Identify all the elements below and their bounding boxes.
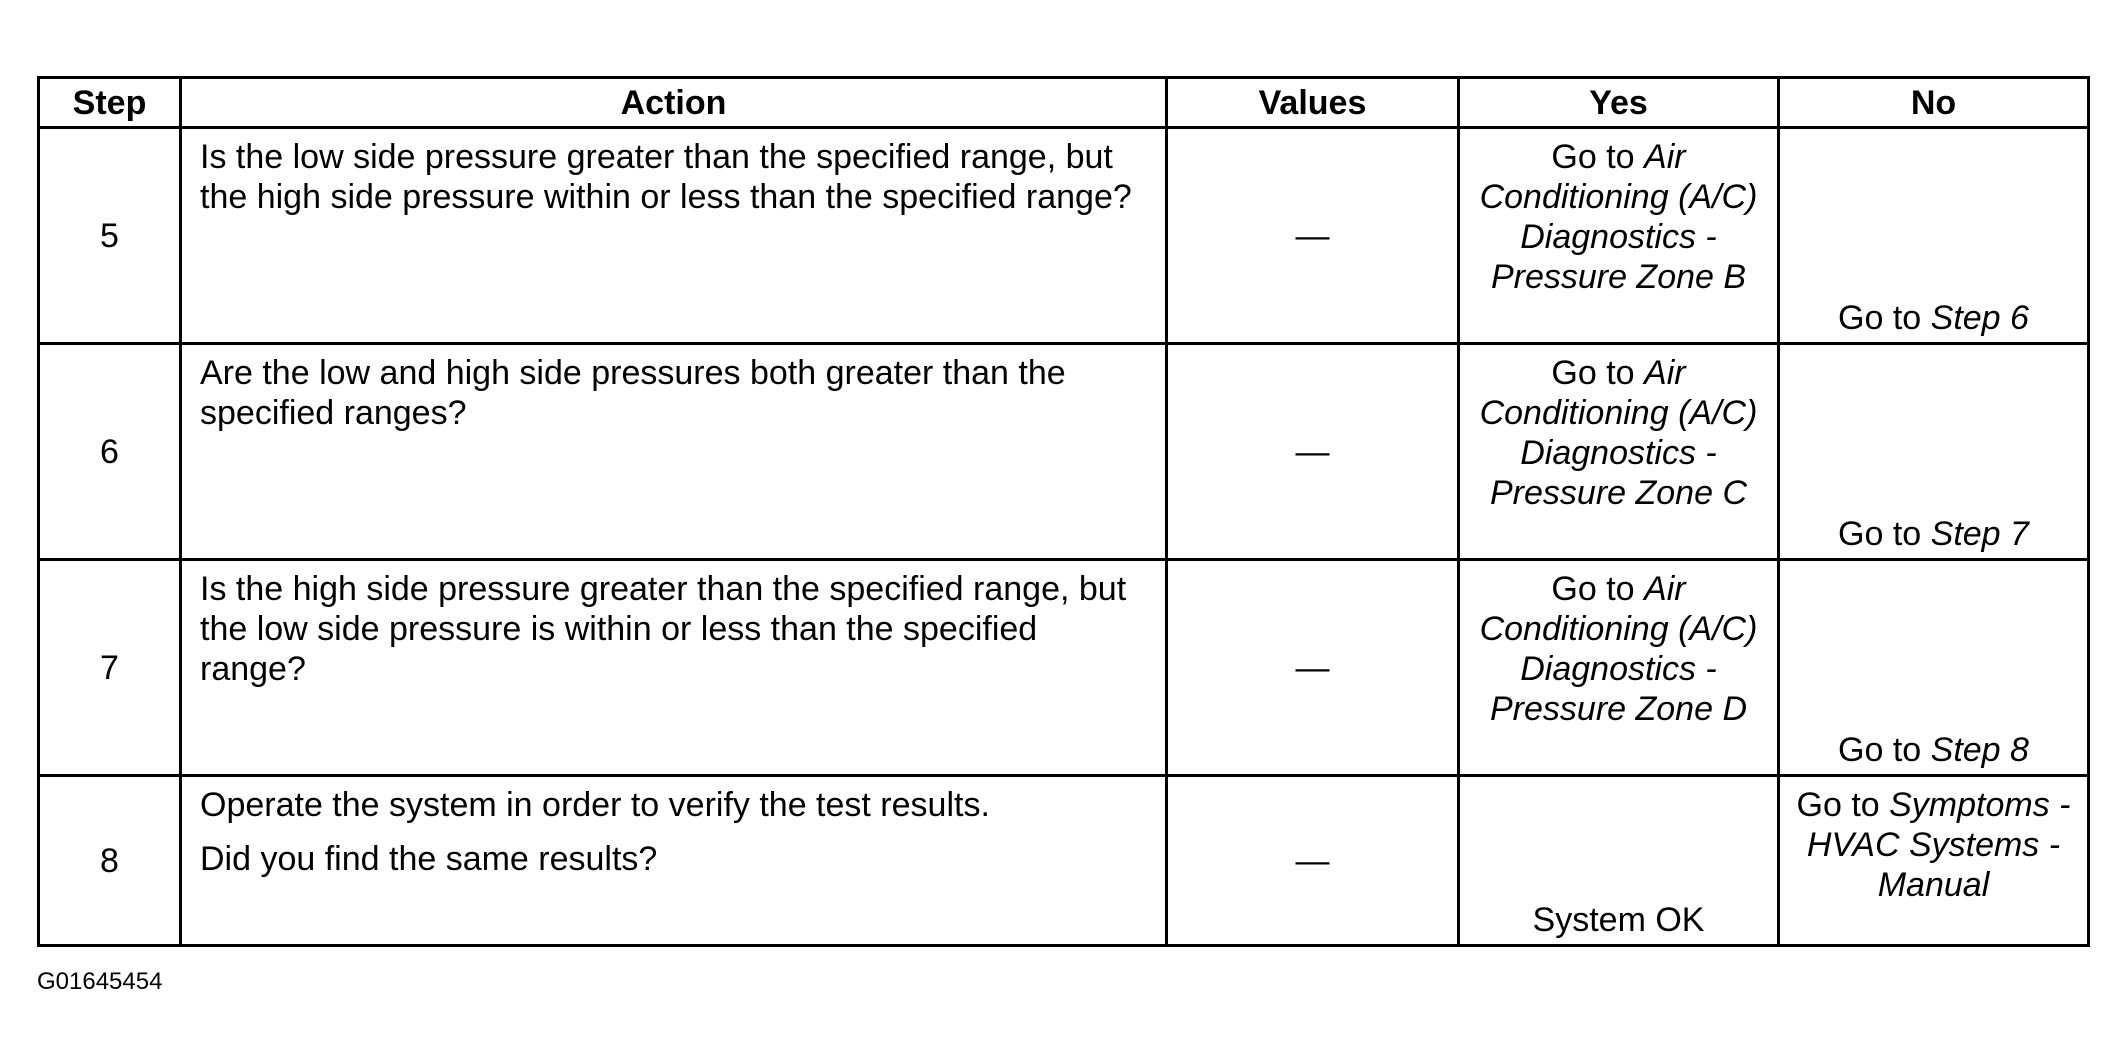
step-number: 7 <box>39 560 181 776</box>
header-row <box>39 78 2089 128</box>
yes-prefix: Go to <box>1551 354 1645 392</box>
table-row <box>39 128 2089 344</box>
header-action: Action <box>181 78 1167 128</box>
step-number: 5 <box>39 128 181 344</box>
action-text <box>181 344 1167 560</box>
action-text <box>181 776 1167 946</box>
action-text <box>181 128 1167 344</box>
values-cell: — <box>1167 344 1459 560</box>
action-paragraph: Are the low and high side pressures both greater than the specified ranges? <box>200 354 1066 432</box>
action-text <box>181 560 1167 776</box>
yes-link[interactable]: Air Conditioning (A/C) Diagnostics - Pressure Zone D <box>1479 570 1758 728</box>
header-step: Step <box>39 78 181 128</box>
no-link[interactable]: Step 7 <box>1930 515 2029 553</box>
values-cell: — <box>1167 128 1459 344</box>
yes-text: System OK <box>1532 901 1705 939</box>
action-question: Did you find the same results? <box>200 840 658 878</box>
no-prefix: Go to <box>1796 786 1890 824</box>
table-row <box>39 344 2089 560</box>
no-prefix: Go to <box>1838 515 1931 553</box>
no-cell <box>1779 344 2089 560</box>
action-paragraph: Is the high side pressure greater than the specified range, but the low side pressure is within or less than the specified range? <box>200 570 1127 688</box>
yes-cell <box>1459 128 1779 344</box>
values-cell: — <box>1167 776 1459 946</box>
no-cell <box>1779 560 2089 776</box>
action-paragraph: Operate the system in order to verify the test results. <box>200 786 990 824</box>
yes-cell <box>1459 776 1779 946</box>
figure-id: G01645454 <box>37 968 163 995</box>
yes-prefix: Go to <box>1551 570 1645 608</box>
no-cell <box>1779 776 2089 946</box>
yes-prefix: Go to <box>1551 138 1645 176</box>
no-link[interactable]: Step 6 <box>1930 299 2029 337</box>
table-row <box>39 776 2089 946</box>
no-prefix: Go to <box>1838 731 1931 769</box>
table-row <box>39 560 2089 776</box>
step-number: 6 <box>39 344 181 560</box>
action-paragraph: Is the low side pressure greater than the specified range, but the high side pressure within or less than the specified range? <box>200 138 1132 216</box>
no-link[interactable]: Step 8 <box>1930 731 2029 769</box>
header-yes: Yes <box>1459 78 1779 128</box>
no-prefix: Go to <box>1838 299 1931 337</box>
yes-link[interactable]: Air Conditioning (A/C) Diagnostics - Pressure Zone C <box>1479 354 1758 512</box>
no-cell <box>1779 128 2089 344</box>
yes-cell <box>1459 344 1779 560</box>
step-number: 8 <box>39 776 181 946</box>
yes-link[interactable]: Air Conditioning (A/C) Diagnostics - Pressure Zone B <box>1479 138 1758 296</box>
diagnostic-table <box>37 76 2090 947</box>
values-cell: — <box>1167 560 1459 776</box>
header-values: Values <box>1167 78 1459 128</box>
yes-cell <box>1459 560 1779 776</box>
no-link[interactable]: Symptoms - HVAC Systems - Manual <box>1806 786 2071 904</box>
header-no: No <box>1779 78 2089 128</box>
